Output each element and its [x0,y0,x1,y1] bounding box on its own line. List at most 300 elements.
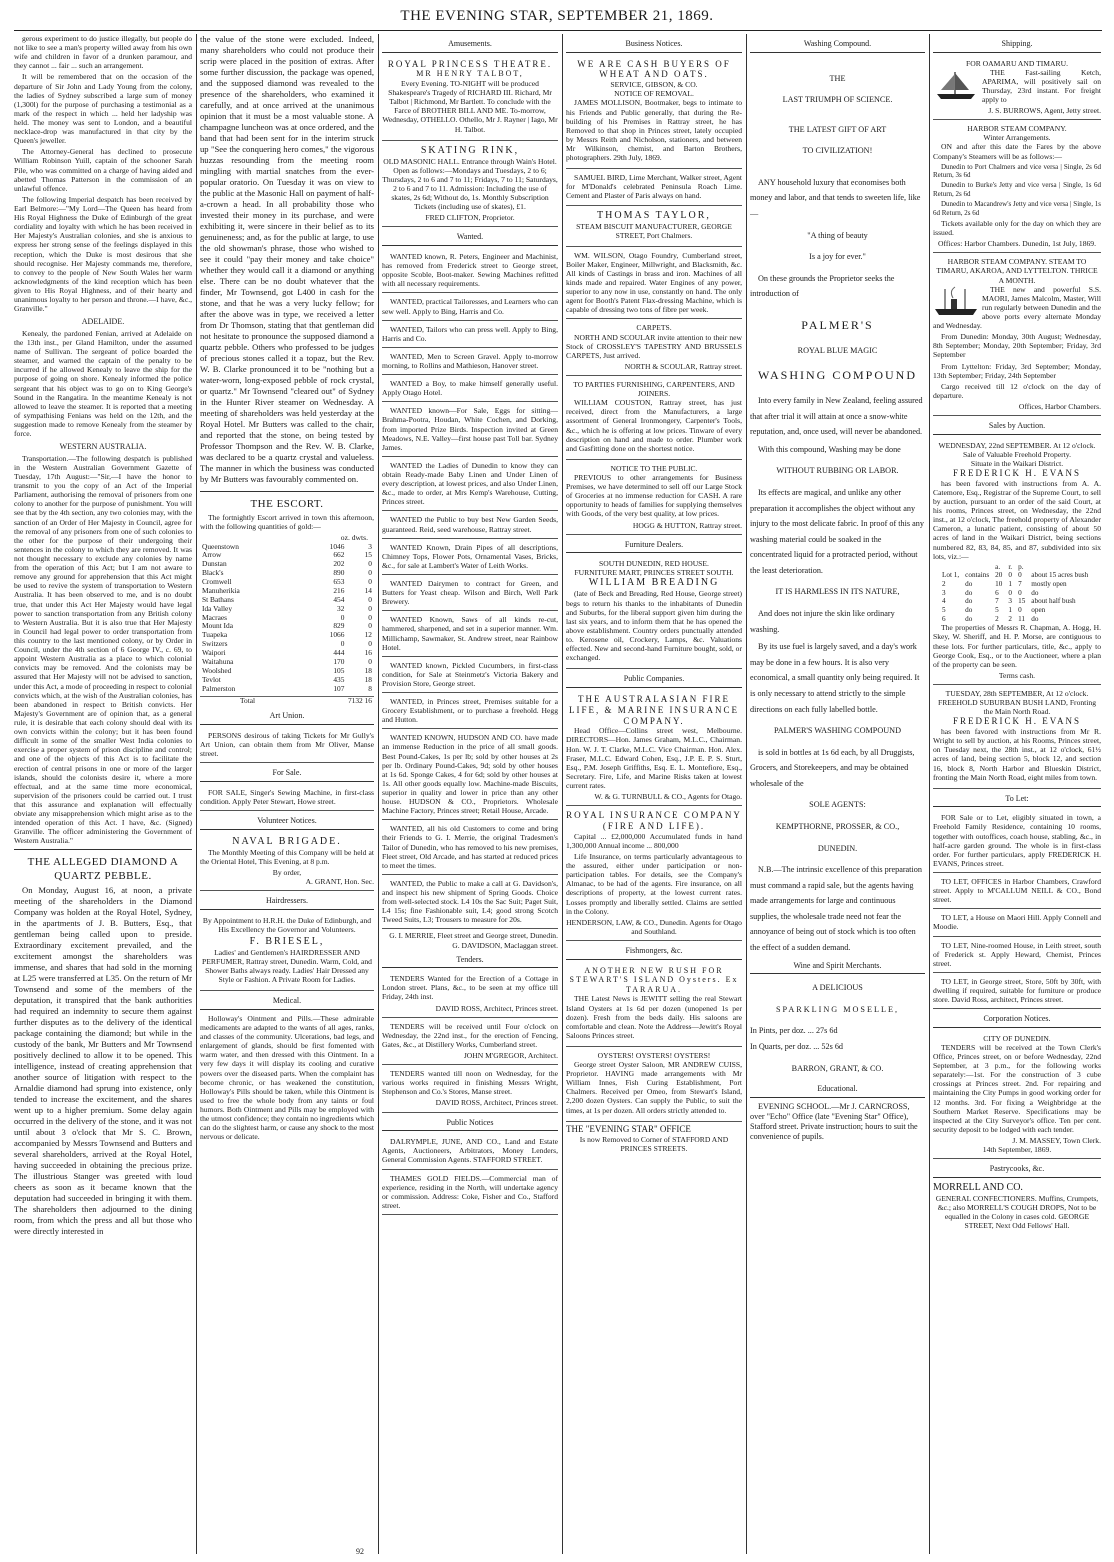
section-art-union: Art Union. [200,709,374,725]
removal-heading: NOTICE OF REMOVAL. [614,89,694,99]
lot-cell: open [1031,606,1046,615]
ad-auction-bush [933,687,1101,789]
lot-cell: 0 [1018,571,1022,580]
fire-signature: W. & G. TURNBULL & CO., Agents for Otago. [594,792,742,802]
wine-moselle: SPARKLING MOSELLE, [775,1004,900,1014]
lot-cell: 0 [1008,571,1012,580]
escort-place: Waitahuna [202,656,234,666]
washing-with: With this compound, Washing may be done [758,444,901,454]
escort-place: Tuapeka [202,630,228,640]
escort-oz: 653 [333,577,345,587]
lots-header-cell: p. [1018,562,1024,571]
column-divider [378,34,379,1554]
escort-dwts: 0 [368,577,372,587]
section-public-notices: Public Notices [382,1116,558,1132]
escort-oz: 216 [333,585,345,595]
aparima-signature: J. S. BURROWS, Agent, Jetty street. [988,106,1101,116]
article-paragraph: gerous experiment to do justice illegally, but people do not like to see a man's property willed away from his own wife and children in favor of a drunken paramour, and they cannot ... fair ... such an arrangement. [14,34,192,71]
lot-cell: 6 [995,588,999,597]
wine-quarts: In Quarts, per doz. ... 52s 6d [750,1041,844,1051]
ad-wanted: WANTED Dairymen to contract for Green, and Butters for Yeast cheap. Wilson and Birch, Well Park Brewery. [382,577,558,611]
washing-compound-title: WASHING COMPOUND [757,368,917,383]
escort-row [200,640,374,649]
cash-signature: SERVICE, GIBSON, & CO. [610,80,698,90]
ad-bird: SAMUEL BIRD, Lime Merchant, Walker street, Agent for M'Donald's celebrated Peninsula Roach Lime. Cement and Plaster of Paris always on hand. [566,171,742,205]
tender-signature: DAVID ROSS, Architect, Princes street. [435,1003,558,1013]
lot-cell: do [965,606,973,615]
hair-body: Ladies' and Gentlemen's HAIRDRESSER AND PERFUMER, Rattray street, Dunedin. Warm, Cold, and Shower Baths always ready. Ladies' Hair Dressed any Style or Fashion. A Private Room for Ladies. [202,947,372,985]
lot-row [939,571,1091,580]
article-paragraph: The following Imperial despatch has been received by Earl Belmore:—"My Lord—The Queen has heard from His Royal Highness the Duke of Edinburgh of the great cordiality and loyalty with which he has been received in Her Majesty's Australian colonies, and she is anxious to express her strong sense of the feelings displayed in this reception, which the Duke is most desirous that she should recognise. Her Majesty commands me, therefore, to convey to the people of New South Wales her warm acknowledgments of the kind reception which has been given to His Royal Highness, and of their hearty and unanimous loyalty to her person and throne.—I have, &c., Granville." [14,194,192,314]
red-house: SOUTH DUNEDIN, RED HOUSE. [599,559,709,569]
escort-place: Manuherikia [202,585,240,595]
ad-oysters-cuiss [566,1049,742,1122]
ad-wanted: WANTED a Boy, to make himself generally useful. Apply Otago Hotel. [382,377,558,402]
section-washing: Washing Compound. [750,37,925,53]
escort-row [200,560,374,569]
lots-header-cell: r. [1008,562,1013,571]
naval-signature: A. GRANT, Hon. Sec. [305,876,374,886]
lot-cell: do [965,588,973,597]
ad-breading [566,557,742,669]
harbor-body: ON and after this date the Fares by the above Company's Steamers will be as follows:— [933,142,1101,161]
tender-body: TENDERS Wanted for the Erection of a Cottage in London street. Plans, &c., to be seen at my office till Friday, 24th inst. [382,974,558,1002]
taylor-title: THOMAS TAYLOR, [597,209,711,221]
lot-cell: 0 [1018,606,1022,615]
section-volunteer: Volunteer Notices. [200,814,374,830]
ad-wanted: WANTED known, R. Peters, Engineer and Machinist, has removed from Frederick street to George street, opposite Scoble, Boot-maker. Sewing Machines refitted with all necessary requirements. [382,250,558,293]
column-4 [566,34,742,1554]
let-list [933,811,1101,1009]
steamship-icon [933,285,979,319]
escort-oz: 170 [333,656,345,666]
davidson-signature: G. DAVIDSON, Maclaggan street. [452,940,558,950]
escort-dwts: 0 [368,594,372,604]
tender-list [382,972,558,1112]
auction-date-2: TUESDAY, 28th SEPTEMBER, At 12 o'clock. [945,688,1089,698]
ad-to-let: FOR Sale or to Let, eligibly situated in town, a Freehold Family Residence, containing 10 rooms, together with outoffices, coach house, stabling, &c., in half-acre garden ground. The whole is in first-class order. For further particulars, apply FREDERICK H. EVANS, Princes street. [933,811,1101,873]
lots-header [939,563,1091,572]
ad-to-let: TO LET, a House on Maori Hill. Apply Connell and Moodie. [933,911,1101,936]
column-1 [14,34,192,1554]
washing-harmless: IT IS HARMLESS IN ITS NATURE, [775,587,900,597]
escort-oz: 0 [340,612,345,622]
wine-barron: BARRON, GRANT, & CO. [791,1063,884,1073]
lot-row [939,589,1091,598]
lot-cell: do [965,597,973,606]
ad-wanted: WANTED Known, Drain Pipes of all descriptions, Chimney Tops, Flower Pots, Ornamental Vases, Bricks, &c., for sale at Lambert's Water of Leith Works. [382,541,558,575]
escort-row [200,543,374,552]
fare-row: Dunedin to Burke's Jetty and vice versa | Single, 1s 6d Return, 2s 6d [933,181,1101,198]
washing-agents: SOLE AGENTS: [809,800,866,810]
escort-dwts: 0 [368,639,372,649]
theatre-title: ROYAL PRINCESS THEATRE. [387,58,553,69]
lot-cell: 3 [942,588,946,597]
wanted-list [382,250,558,929]
lots-header-cell [939,563,962,572]
escort-intro: The fortnightly Escort arrived in town this afternoon, with the following quantities of gold:— [200,513,374,532]
theatre-manager: MR HENRY TALBOT, [416,69,524,79]
escort-place: Macraes [202,612,228,622]
escort-place: Black's [202,568,224,578]
escort-oz: 444 [333,648,345,658]
evans-title: FREDERICK H. EVANS [952,468,1082,479]
lots-header-cell [1028,563,1091,572]
naval-title: NAVAL BRIGADE. [232,835,342,847]
carpets-heading: CARPETS. [636,323,672,333]
escort-row [200,685,374,694]
taylor-body: STEAM BISCUIT MANUFACTURER, GEORGE STREET, Port Chalmers. [576,221,732,240]
ad-taylor [566,208,742,247]
ad-couston [566,378,742,460]
lot-cell: 6 [942,614,946,623]
auction-date-1: WEDNESDAY, 22nd SEPTEMBER. At 12 o'clock. [938,440,1096,450]
column-divider [746,34,747,1554]
escort-oz: 829 [333,621,345,631]
escort-units: oz. dwts. [340,533,368,543]
lot-cell: 2 [995,614,999,623]
ad-wanted: WANTED KNOWN, HUDSON AND CO. have made an immense Reduction in the price of all small goods. Best Pound-Cakes, 1s per lb; sold by other houses at 2s per lb. Ordinary Pound-Cakes, 9d; sold by other houses at 1s 6d. Sponge Cakes, 4 for 6d; sold by other houses at 1s. All other goods equally low. Machine-made Biscuits, superior in quality and lower in price than any other house. HUDSON & CO., Proprietors. Wholesale Machine Factory, Princes street; Retail House, Arcade. [382,731,558,820]
escort-place: Woolshed [202,665,232,675]
section-medical: Medical. [200,994,374,1010]
massey-date: 14th September, 1869. [982,1145,1052,1155]
ad-office-removed [566,1124,742,1153]
washing-intro: ANY household luxury that economises both money and labor, and that tends to sweeten life, like— [750,177,921,219]
washing-kempthorne: KEMPTHORNE, PROSSER, & CO., [775,822,900,831]
escort-place: Queenstown [202,541,239,551]
section-wine: Wine and Spirit Merchants. [750,959,925,975]
ad-wanted: WANTED, Tailors who can press well. Apply to Bing, Harris and Co. [382,323,558,348]
wine-pints: In Pints, per doz. ... 27s 6d [750,1026,838,1036]
lot-cell: 10 [995,580,1003,589]
article-paragraph: Kenealy, the pardoned Fenian, arrived at Adelaide on the 13th inst., per Gland Hamilton, under the assumed name of Sullivan. The sergeant of police boarded the steamer, and warned the captain of the penalty to be incurred if he allowed Kenealy to leave the ship for the purpose of going on shore. Kenealy informed the police sergeant that his object was to go on to King George's Sound in the Rangatira. In the meantime Kenealy is not allowed to leave the steamer. It is reported that a meeting of sympathising Fenians was held on the 12th, and the suggestion made to remove Kenealy from the steamer by force. [14,328,192,439]
lot-cell: 1 [1008,580,1012,589]
ad-wanted: WANTED, in Princes street, Premises suitable for a Grocery Establishment, or to purchase a freehold. Hegg and Hutton. [382,695,558,729]
section-tenders: Tenders. [382,953,558,969]
evans-title-2: FREDERICK H. EVANS [952,716,1082,727]
ad-tender [382,1020,558,1065]
ad-wanted: WANTED, all his old Customers to come and bring their Friends to G. I. Merrie, the original Tradesmen's Tailor of Dunedin, who has removed to his new premises, Fleet street, Old Arcade, and has started at reduced prices to meet the times. [382,822,558,875]
lot-cell: 20 [995,571,1003,580]
escort-total: 7132 16 [347,696,372,706]
headline-diamond: THE ALLEGED DIAMOND A QUARTZ PEBBLE. [27,856,179,882]
rink-title: SKATING RINK, [420,144,520,156]
royal-blue-magic: ROYAL BLUE MAGIC [797,345,878,355]
article-paragraph: Transportation.—The following despatch is published in the Western Australian Government Gazette of Tuesday, 17th August:—"Sir,—I have the honor to transmit to you the copy of an Act of the Imperial Parliament, authorising the removal of prisoners from one colony to another for the purpose of punishment. You will see that by the 4th section, any two colonies may, with the sanction of an Order of Her Majesty in Council, agree for the removal of any prisoners from one of such colonies to the other for the purpose of their undergoing their sentences in the colony to which they are removed. It was not thought necessary to exclude any colonies by name from the operation of this Act; but I am not aware to remove any ground for apprehension that this Act might be used to revive the system of transportation to Western Australia. It has been observed to me, and is no doubt true, that under this Act Her Majesty would have legal power to sanction transportation from any British colony to Western Australia. But it is also true that Her Majesty in Council had legal power to order transportation from this country to the last mentioned colony, or by Order in Council, under the 4th section of 6 George IV., c. 69, to appoint Western Australia as a place to which colonial convicts may be removed. And the colonists may be assured that Her Majesty will not be advised to sanction, under this Act, a mode of proceeding in respect to colonial convicts which, at the wish of the Australian colonies, has been abandoned in respect to British convicts. Her Majesty's Government are of opinion that, as a general rule, it is desirable that each colony should deal with its own convicts within the colony; but it has been found difficult in some of the smaller West India colonies to exercise a proper system of prison discipline and control; and one of the objects of this Act is to facilitate the erection of central prisons in one or more of the larger islands, should the colonists desire it, where a more effectual, and at the same time more economical, supervision of the prisoners could be carried out. I trust that this assurance and explanation will effectually obviate any misapprehension which might arise as to the intended operation of this Act. I have, &c. (Signed) Granville. The officer administering the Government of Western Australia." [14,453,192,846]
ad-wilson: WM. WILSON, Otago Foundry, Cumberland street, Boiler Maker, Engineer, Millwright, and Blacksmith, &c. All kinds of Castings in brass and iron. Machines of all kinds made and repaired. Water Engines of any power, superior to any now in use, constantly on hand. The only agent for Booth's Patent Flax-dressing Machine, which is capable of dressing two tons of fibre per week. [566,249,742,320]
escort-dwts: 0 [368,568,372,578]
breading-body: (late of Beck and Breading, Red House, George street) begs to return his thanks to the inhabitants of Dunedin and Suburbs, for the liberal support given him during the last six years, and to inform them that he has opened the above establishment. Country orders punctually attended to. Kerosene oil, Crockery, Lamps, &c. Valuations effected. New and second-hand Furniture bought, sold, or exchanged. [566,589,742,663]
fares-note: Tickets available only for the day on which they are issued. [933,219,1101,238]
escort-oz: 890 [333,568,345,578]
lot-row [939,615,1091,624]
aparima-body: THE Fast-sailing Ketch, APARIMA, will positively sail on Thursday, 23rd instant. For freight apply to [982,67,1101,105]
washing-sold: is sold in bottles at 1s 6d each, by all Druggists, Grocers, and Storekeepers, and may be obtained wholesale of the [750,747,915,788]
lot-cell: 0 [1018,588,1022,597]
lot-cell: 15 [1018,597,1026,606]
escort-dwts: 15 [364,550,372,560]
washing-effects: Its effects are magical, and unlike any other preparation it accomplishes the object without any injury to the most delicate fabric. In proof of this any washing material could be soaked in the concentrated liquid for a protracted period, without the least deterioration. [750,488,924,575]
lot-cell: 11 [1018,614,1026,623]
column-3 [382,34,558,1554]
hogg-body: PREVIOUS to other arrangements for Business Premises, we have determined to sell off our Large Stock of Groceries at no immense reduction for CASH. A rare opportunity to heads of families for supplying themselves with Goods, of the very best quality, at low prices. [566,473,742,519]
breading-title: WILLIAM BREADING [588,577,720,589]
ad-corporation [933,1032,1101,1159]
theatre-body: Every Evening. TO-NIGHT will be produced Shakespeare's Tragedy of RICHARD III. Richard, Mr Talbot | Richmond, Mr Bartlett. To conclude with the Farce of BROTHER BILL AND ME. To-morrow, Wednesday, OTHELLO. Othello, Mr J. Rayner | Iago, Mr H. Talbot. [382,78,558,134]
escort-dwts: 12 [364,630,372,640]
rush-title: ANOTHER NEW RUSH FOR STEWART'S ISLAND Oysters. Ex TARARUA. [569,965,739,994]
ad-art-union: PERSONS desirous of taking Tickets for Mr Gully's Art Union, can obtain them from Mr Oliver, Manse street. [200,729,374,763]
washing-family: Into every family in New Zealand, feeling assured that after trial it will attain at once a snow-white reputation, and, once used, will never be abandoned. [750,396,923,437]
escort-oz: 0 [340,639,345,649]
escort-total-row [200,696,374,706]
auction-waikari: Situate in the Waikari District. [970,458,1064,468]
column-divider [929,34,930,1554]
lot-row [939,606,1091,615]
section-amusements: Amusements. [382,37,558,53]
escort-oz: 107 [333,683,345,693]
subheading-adelaide: ADELAIDE. [81,317,125,327]
lot-cell: mostly open [1031,580,1067,589]
escort-oz: 662 [333,550,345,560]
tender-body: TENDERS wanted till noon on Wednesday, for the various works required in finishing Messrs Wright, Stephenson and Co.'s Stores, Manse street. [382,1069,558,1097]
masthead: THE EVENING STAR, SEPTEMBER 21, 1869. [400,8,714,24]
tender-signature: DAVID ROSS, Architect, Princes street. [435,1098,558,1108]
massey-signature: J. M. MASSEY, Town Clerk. [1012,1135,1101,1145]
lot-cell: 4 [942,597,946,606]
auction-freehold: Sale of Valuable Freehold Property. [963,449,1071,459]
rink-body: OLD MASONIC HALL. Entrance through Wain's Hotel. Open as follows:—Mondays and Tuesdays, 2 to 6; Thursdays, 2 to 6 and 7 to 11; Fridays, 7 to 11; Saturdays, 2 to 6 and 7 to 11. Admission: Including the use of skates, 2s 6d; Without do, 1s. Monthly Subscription Tickets (including use of skates), £1. [382,156,558,212]
washing-title-4: TO CIVILIZATION! [802,146,873,156]
escort-place: Mount Ida [202,621,233,631]
washing-grounds: On these grounds the Proprietor seeks the introduction of [750,273,895,299]
naval-body: The Monthly Meeting of this Company will be held at the Oriental Hotel, This Evening, at 8 p.m. [200,847,374,866]
washing-palmers-2: PALMER'S WASHING COMPOUND [773,726,902,736]
section-pastrycooks: Pastrycooks, &c. [933,1162,1101,1178]
wine-delicious: A DELICIOUS [812,983,863,993]
couston-body: WILLIAM COUSTON, Rattray street, has just received, direct from the Manufacturers, a large assortment of General Ironmongery, Carpenter's Tools, &c., which he is offering at low prices. Tinware of every description on hand and made to order. Plumber work and Gasfitting done on the shortest notice. [566,398,742,453]
washing-nb: N.B.—The intrinsic excellence of this preparation must command a rapid sale, but the agents having made arrangements for large and continuous supplies, the wholesale trade need not fear the annoyance of being out of stock which is too often the effect of a sudden demand. [750,865,922,953]
ad-hairdresser [200,914,374,992]
section-wanted: Wanted. [382,230,558,246]
hair-name: F. BRIESEL, [249,935,325,947]
column-divider [196,34,197,1554]
ad-hogg [566,462,742,535]
furniture-mart: FURNITURE MART, PRINCES STREET SOUTH. [574,568,734,578]
office-body: Is now Removed to Corner of STAFFORD AND PRINCES STREETS. [579,1134,729,1153]
lot-cell: 5 [942,606,946,615]
ad-morrell [933,1182,1101,1230]
auction-bush: FREEHOLD SUBURBAN BUSH LAND, Fronting the Main North Road. [937,698,1096,717]
escort-place: Switzers [202,639,228,649]
lot-cell: 7 [1018,580,1022,589]
lots-header-cell [962,563,992,572]
ad-to-let: TO LET, Nine-roomed House, in Leith street, south of Frederick st. Apply Heward, Chemist, Princes street. [933,939,1101,973]
section-to-let: To Let: [933,792,1101,808]
ad-for-sale: FOR SALE, Singer's Sewing Machine, in first-class condition. Apply Peter Stewart, Howe street. [200,786,374,811]
ad-holloway: Holloway's Ointment and Pills.—These admirable medicaments are adapted to the wants of all ages, ranks, and classes of the community. Ulcerations, bad legs, and enlargement of glands, should be first fomented with warm water, and then dressed with this Ointment. In a very few days it will display its cooling and curative powers over the diseased parts. When the complaint has become chronic, or has weakened the constitution, Holloway's Pills should be taken, while this Ointment is used to free the whole body from any taints or foul humors. Both Ointment and Pills may be employed with the utmost confidence; they contain no ingredients which can do the slightest harm, or cause any shock to the most nervous or delicate. [200,1013,374,1142]
column-5 [750,34,925,1554]
article-paragraph: On Monday, August 16, at noon, a private meeting of the shareholders in the Diamond Company was holden at the Royal Hotel, Sydney, in the apartments of J. B. Butters, Esq., that gentleman being called upon to preside. Extraordinary excitement prevailed, and the excitement amongst the shareholders was immense, and shares that had sold in the morning at L25 were transferred at L35. On the return of Mr Townsend and some of the members of the deputation, it transpired that the bank authorities had required an indemnity to secure them against further disputes as to the delivery of the identical package containing the diamond; but while in the custody of the bank, Mr Butters and Mr Townsend positively declined to allow it to be opened. This intelligence, instead of creating apprehension that another source of litigation with respect to the Arnaldie diamond had sprung into existence, only tended to increase the excitement, and the shares went up to a higher premium. Some delay again occurred in the delivery of the stone, and it was not until about 3 o'clock that Mr S. C. Brown, accompanied by Messrs Townsend and Butters and several shareholders, arrived at the Royal Hotel, having succeeded in obtaining the precious prize. The illustrious Stanger was greeted with loud cheers as soon as it became known that the deputation had succeeded in bringing it with them. The shareholders then adjourned to the dining room, from which the press and all but those who were directly interested in [14,884,192,1236]
office-title: THE "EVENING STAR" OFFICE [566,1123,691,1134]
hair-intro: By Appointment to H.R.H. the Duke of Edinburgh, and His Excellency the Governor and Volunteers. [202,915,372,934]
royal-title: ROYAL INSURANCE COMPANY (FIRE AND LIFE). [566,810,742,832]
escort-oz: 202 [333,559,345,569]
section-shipping: Shipping. [933,37,1101,53]
ad-wanted: WANTED, practical Tailoresses, and Learners who can sew well. Apply to Bing, Harris and Co. [382,295,558,320]
corp-body: TENDERS will be received at the Town Clerk's Office, Princes street, on or before Wednesday, 22nd September, at 3 p.m., for the following works separately:—1st. For the construction of 3 cube crossings at Princes street. 2nd. For repairing and maintaining the City Pumps in good working order for 12 months. 3rd. For fixing a Weighbridge at the Southern Market Reserve. Specifications may be inspected at the City Surveyor's office. Ten per cent. security deposit to be lodged with each tender. [933,1042,1101,1134]
tender-body: TENDERS will be received until Four o'clock on Wednesday, the 22nd inst., for the erection of Fencing, Gates, &c., at Distillery Works, Cumberland street. [382,1021,558,1049]
terms-cash: Terms cash. [998,670,1036,680]
escort-oz: 32 [337,603,345,613]
royal-capital: Capital ... £2,000,000 Accumulated funds in hand 1,300,000 Annual income ... 800,000 [566,831,742,850]
ad-harbor-steam [933,122,1101,253]
evans-body-1: has been favored with instructions from A. A. Catemore, Esq., Registrar of the Supreme Court, to sell by auction, pursuant to an order of the said Court, at his rooms, Princes street, on Wednesday, the 22nd inst., at 12 o'clock, The freehold property of Alexander Cameron, a lunatic patient, consisting of about 50 acres of land in the Waikari District, being sections numbered 82, 83, 84, 85, and 87, subdivided into six lots, viz.:— [933,478,1101,561]
divider [14,849,192,850]
escort-oz: 435 [333,674,345,684]
ad-evening-school: EVENING SCHOOL.—Mr J. CARNCROSS, over "Echo" Office (late "Evening Star" Office), Stafford street. Private instruction; hours to suit the convenience of pupils. [750,1101,918,1142]
lot-cell: 3 [1008,597,1012,606]
lot-cell: 7 [995,597,999,606]
ad-naval-brigade [200,834,374,891]
city-title: CITY OF DUNEDIN. [983,1033,1051,1043]
ship-icon [933,68,979,102]
mollison-body: JAMES MOLLISON, Bootmaker, begs to intimate to his Friends and Public generally, that during the Re-building of his Premises in Rattray street, he has Removed to that shop in Princes street, lately occupied by Messrs Reith and Nicholson, stationers, and between Mr Wilkinson, chemist, and Barton Brothers, photographers. 29th July, 1869. [566,98,742,163]
escort-table [200,543,374,694]
lots-header-cell: a. [995,562,1001,571]
column-6 [933,34,1101,1554]
escort-dwts: 0 [368,656,372,666]
harbor-winter: Winter Arrangements. [983,133,1051,143]
fare-row: Dunedin to Macandrew's Jetty and vice versa | Single, 1s 6d Return, 2s 6d [933,200,1101,217]
ad-wanted: WANTED, the Public to make a call at G. Davidson's, and inspect his new shipment of Spring Goods. Choice from well-selected stock. L4 10s the Sac Suit; Paget Suit, L4 15s; fine Fashionable suit, L4; good strong Scotch Tweed Suits, L3; Trousers to measure for 20s. [382,877,558,930]
escort-place: St Bathans [202,594,234,604]
escort-dwts: 3 [368,541,372,551]
lot-cell: about 15 acres bush [1031,571,1089,580]
carpets-signature: NORTH & SCOULAR, Rattray street. [624,361,742,371]
escort-total-label: Total [240,696,256,706]
section-business: Business Notices. [566,37,742,53]
divider [200,491,374,492]
washing-cheap: By its use fuel is largely saved, and a day's work may be done in a few hours. It is also very economical, a small quantity only being required. It is only necessary to attend strictly to the simple directions on each fully labelled bottle. [750,642,920,714]
section-public-companies: Public Companies. [566,672,742,688]
escort-dwts: 18 [364,674,372,684]
masthead-rule [14,30,1102,31]
maori-from-dunedin: From Dunedin: Monday, 30th August; Wednesday, 8th September; Monday, 20th September; Friday, 3rd September [933,332,1101,360]
evans-after: The properties of Messrs R. Chapman, A. Hogg, H. Skey, W. Sheriff, and H. P. Morse, are contiguous to these lots. For further particulars, title, &c., apply to George Cook, Esq., or to the Auctioneer, where a plan of the property can be seen. [933,623,1101,669]
lots-table [939,563,1091,623]
ad-oysters-jewitt [566,964,742,1047]
rink-signature: FRED CLIFTON, Proprietor. [425,213,515,223]
ad-theatre [382,57,558,141]
ad-wanted: WANTED known, Pickled Cucumbers, in first-class condition, for Sale at Steinmetz's Victoria Bakery and Provision Store, George street. [382,659,558,693]
ad-wanted: WANTED the Ladies of Dunedin to know they can obtain Ready-made Baby Linen and Under Linen of every description, at lowest prices, and also Under Linen, &c., made to order, at Mrs Kemp's Warehouse, Cutting, Princes street. [382,459,558,512]
section-hairdressers: Hairdressers. [200,894,374,910]
lot-cell: 0 [1008,588,1012,597]
maori-offices: Offices, Harbor Chambers. [1018,402,1101,411]
washing-title-3: THE LATEST GIFT OF ART [788,124,887,134]
page-number: 92 [356,1547,364,1556]
lot-cell: 2 [942,580,946,589]
lot-cell: Lot 1, [942,571,960,580]
escort-place: Dunstan [202,559,227,569]
escort-dwts: 14 [364,585,372,595]
hogg-signature: HOGG & HUTTON, Rattray street. [632,520,742,530]
oysters-title: OYSTERS! OYSTERS! OYSTERS! [597,1050,711,1060]
royal-signature: HENDERSON, LAW, & CO., Dunedin. Agents for Otago and Southland. [566,917,742,936]
cash-title: WE ARE CASH BUYERS OF WHEAT AND OATS. [577,58,731,80]
lot-cell: about half bush [1031,597,1076,606]
harbor2-title: HARBOR STEAM COMPANY. STEAM TO TIMARU, AKAROA, AND LYTTELTON. THRICE A MONTH. [936,257,1098,285]
lot-cell: contains [965,571,990,580]
escort-oz: 1046 [329,541,345,551]
ad-royal-insurance [566,808,742,941]
ad-aparima [933,57,1101,121]
merrie-signature: G. I. MERRIE, Fleet street and George street, Dunedin. [389,931,558,941]
lot-cell: do [1031,614,1039,623]
maori-cargo: Cargo received till 12 o'clock on the day of departure. [933,381,1101,400]
escort-oz: 454 [333,594,345,604]
lot-row [939,580,1091,589]
harbor-title: HARBOR STEAM COMPANY. [967,124,1067,134]
tender-signature: JOHN M'GREGOR, Architect. [463,1051,558,1061]
ad-to-let: TO LET, in George street, Store, 50ft by 30ft, with dwelling if required, suitable for furniture or produce store. David Ross, architect, Princes street. [933,975,1101,1009]
escort-place: Cromwell [202,577,232,587]
lot-cell: 1 [1008,606,1012,615]
lot-cell: do [1031,588,1039,597]
escort-place: Arrow [202,550,222,560]
escort-dwts: 16 [364,648,372,658]
washing-injure: And does not injure the skin like ordinary washing. [750,609,895,634]
morrell-title: MORRELL AND CO. [933,1181,1023,1193]
escort-dwts: 0 [368,621,372,631]
washing-without: WITHOUT RUBBING OR LABOR. [776,466,899,476]
lot-cell: 5 [995,606,999,615]
escort-place: Palmerston [202,683,236,693]
lot-cell: do [965,614,973,623]
ad-wanted: WANTED Known, Saws of all kinds re-cut, hammered, sharpened, and set in a superior manner. Wm. Millichamp, Sawmaker, St. Andrew street, near Rainbow Hotel. [382,613,558,656]
ad-carpets [566,321,742,376]
harbor-offices: Offices: Harbor Chambers. Dunedin, 1st July, 1869. [938,239,1096,249]
section-auction: Sales by Auction. [933,419,1101,435]
ad-skating-rink [382,143,558,228]
carpets-body: NORTH AND SCOULAR invite attention to their new Stock of CROSSLEY'S TAPESTRY AND BRUSSELS CARPETS, Just arrived. [566,332,742,360]
ad-tender [382,1067,558,1112]
ad-tender [382,972,558,1017]
escort-dwts: 0 [368,612,372,622]
royal-body: Life Insurance, on terms particularly advantageous to the assured, either under participation or non-participation tables. For details, see the Company's Almanac, to be had of the agents. Fire insurance, on all descriptions of property, at the lowest current rates. Losses promptly and liberally settled. Claims are settled in the Colony. [566,852,742,916]
palmers-brand: PALMER'S [801,317,874,332]
escort-dwts: 8 [368,683,372,693]
ad-australasian [566,692,742,806]
escort-dwts: 0 [368,559,372,569]
jewitt-body: THE Latest News is JEWITT selling the real Stewart Island Oysters at 1s 6d per dozen (unopened 1s per dozen). Fresh from the beds daily. His saloons are comfortable and clean. Note the Address—Jewitt's Royal Saloons Princes street. [566,994,742,1040]
ad-wanted: WANTED the Public to buy best New Garden Seeds, guaranteed. Reid, seed warehouse, Rattray street. [382,513,558,538]
fire-title: THE AUSTRALASIAN FIRE LIFE, & MARINE INSURANCE COMPANY. [568,693,739,726]
fare-list [933,163,1101,217]
washing-dunedin: DUNEDIN. [817,843,858,853]
evans-body-2: has been favored with instructions from Mr R. Wright to sell by auction, at his Rooms, Princes street, on Tuesday next, the 28th inst., at 12 o'clock, 61½ acres of land, being section 5, block 12, and section 16, block 8, North Harbor and Blueskin District, fronting the Main North Road, eight miles from town. [933,727,1101,782]
fire-body: Head Office—Collins street west, Melbourne. DIRECTORS—Hon. James Graham, M.L.C., Chairman. Hon. W. J. T. Clarke, M.L.C. Vice Chairman. Hon. Alex. Fraser, M.L.C. Edward Cohen, Esq., J.P. E. P. S. Sturt, Esq., P.M. Joseph Griffiths, Esq. E. L. Montefiore, Esq., Secretary. Fire, Life, and Marine Risks taken at lowest current rates. [566,726,742,790]
washing-title-2: LAST TRIUMPH OF SCIENCE. [782,95,893,105]
column-divider [562,34,563,1554]
ad-maori [933,255,1101,416]
washing-title-1: THE [829,73,846,83]
section-for-sale: For Sale. [200,766,374,782]
morrell-body: GENERAL CONFECTIONERS. Muffins, Crumpets, &c.; also MORRELL'S COUGH DROPS, Not to be equalled in the Colony in cases cold. GEORGE STREET, Next Odd Fellows' Hall. [935,1193,1099,1231]
escort-place: Tevlot [202,674,221,684]
ad-wanted: WANTED known—For Sale, Eggs for sitting—Brahma-Pootra, Houdan, White Cochen, and Dorking, from imported Prize Birds. Inspection invited at Green Meadows, N.E. Valley—first house past Toll bar. Sydney James. [382,404,558,457]
